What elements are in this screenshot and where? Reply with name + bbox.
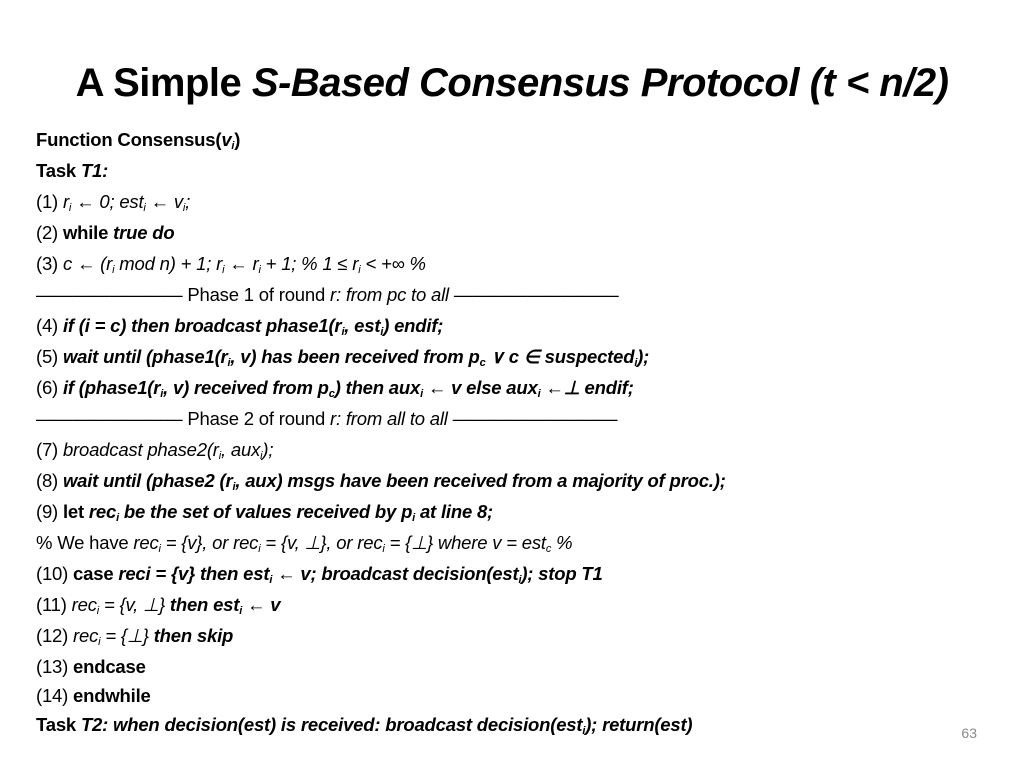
page-title: A Simple S-Based Consensus Protocol (t < n/2)	[75, 61, 949, 105]
code-line-5: (5) wait until ($phase1(r_i$, v) has been received from $p_c$ ∨ c ∈ suspected$_i$);	[36, 346, 650, 369]
phase-2-separator: ———————— Phase 2 of round r: from all to all —————————	[36, 408, 618, 429]
code-line-12: (12) rec$_i$ = {⊥} then skip	[36, 625, 234, 648]
task-t1-line: Task T1:	[36, 160, 109, 181]
code-line-14: (14) endwhile	[36, 685, 151, 706]
function-header-line: Function $Consensus(v_i)$	[36, 129, 241, 152]
page-number: 63	[961, 725, 977, 741]
comment-line: % We have rec$_i$ = {v}, or rec$_i$ = {v, ⊥}, or rec$_i$ = {⊥} where v = est$_c$ %	[36, 532, 573, 555]
phase-1-separator: ———————— Phase 1 of round r: from pc to all —————————	[36, 284, 619, 305]
protocol-pseudocode	[36, 124, 996, 740]
code-line-7: (7) broadcast $phase2(r_i$, aux$_i$);	[36, 439, 274, 462]
code-line-1: (1) $r_i$ ← 0; est$_i$ ← $v_i$;	[36, 191, 191, 214]
code-line-3: (3) c ← ($r_i$ mod n) + 1; $r_i$ ← $r_i + 1$; % $1 \le r_i$ < +∞ %	[36, 253, 426, 276]
code-line-6: (6) if ($phase1(r_i$, v) received from $p_c$) then aux$_i$ ← v else aux$_i$ ←⊥ endif;	[36, 377, 634, 400]
code-line-9: (9) let rec$_i$ be the set of values received by $p_i$ at line 8;	[36, 501, 494, 524]
code-line-8: (8) wait until (phase2 ($r_i$, aux) msgs have been received from a majority of proc.);	[36, 470, 726, 493]
code-line-10: (10) case reci = {v} then est$_i$ ← v; broadcast decision(est$_i$); stop T1	[36, 563, 603, 586]
task-t2-line: Task T2: when decision(est) is received: broadcast decision(est$_i$); return(est)	[36, 714, 693, 737]
code-line-4: (4) if (i = c) then broadcast $phase1(r_i$, est$_i$) endif;	[36, 315, 444, 338]
code-line-13: (13) endcase	[36, 656, 146, 677]
code-line-2: (2) while true do	[36, 222, 175, 243]
code-line-11: (11) rec$_i$ = {v, ⊥} then est$_i$ ← v	[36, 594, 281, 617]
